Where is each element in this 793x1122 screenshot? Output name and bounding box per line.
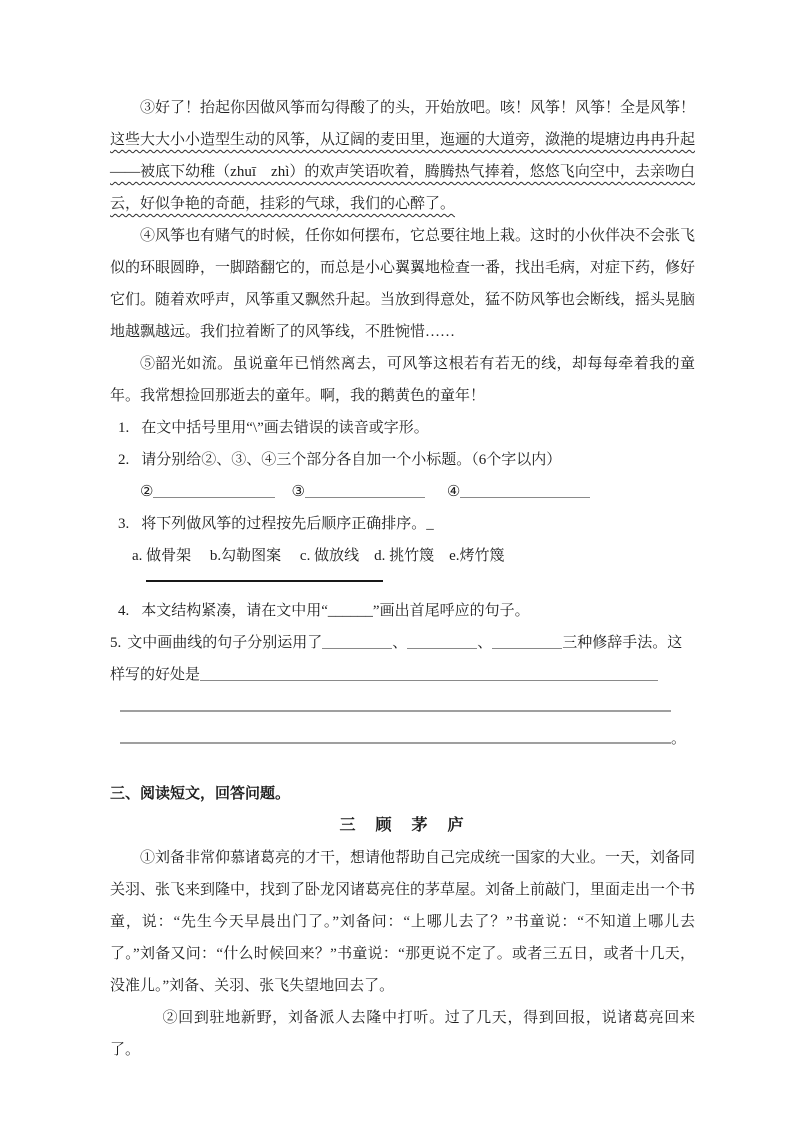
question-2-text: 请分别给②、③、④三个部分各自加一个小标题。（6个字以内） (141, 452, 562, 468)
question-5-separator-1: 、 (392, 635, 408, 651)
answer-line-end-period: 。 (671, 731, 687, 747)
question-3-answer-line (146, 572, 383, 582)
subtitle-answer-blanks (110, 476, 695, 508)
question-3-number: 3. (118, 516, 130, 532)
passage1-paragraph-4: ④风筝也有赌气的时候，任你如何摆布，它总要往地上栽。这时的小伙伴决不会张飞似的环眼圆睁，一脚踏翻它的，而总是小心翼翼地检查一番，找出毛病，对症下药，修好它们。随着欢呼声，风筝重又飘然升起。当放到得意处，猛不防风筝也会断线，摇头晃脑地越飘越远。我们拉着断了的风筝线，不胜惋惜…… (110, 228, 696, 340)
passage2-title: 三 顾 茅 庐 (339, 817, 466, 834)
question-3-trailing-underscore: _ (426, 516, 434, 532)
blank-group-4 (447, 484, 590, 500)
question-5-long-blank (200, 665, 658, 681)
question-5-line2-text: 样写的好处是 (110, 667, 201, 683)
question-3 (110, 508, 695, 540)
paragraph-3-wavy-underlined-text: 这些大大小小造型生动的风筝，从辽阔的麦田里，迤逦的大道旁，潋滟的堤塘边冉冉升起——被底下幼稚（zhuī zhì）的欢声笑语吹着，腾腾热气捧着，悠悠飞向空中，去亲吻白云，好似争艳的奇葩，挂彩的气球，我们的心醉了。 (110, 132, 696, 212)
worksheet-content (110, 92, 695, 1066)
paragraph-3-normal-text: ③好了！抬起你因做风筝而勾得酸了的头，开始放吧。咳！风筝！风筝！全是风筝！ (140, 100, 696, 116)
question-5-blank-2 (407, 633, 477, 649)
blank-2-answer-line (153, 482, 275, 498)
question-5-blank-1 (322, 633, 392, 649)
question-4-text: 本文结构紧凑，请在文中用“______”画出首尾呼应的句子。 (141, 603, 530, 619)
question-5-line2 (110, 659, 695, 691)
question-5-number: 5. (110, 635, 122, 651)
question-4-number: 4. (118, 603, 130, 619)
answer-rule-line-2 (120, 728, 671, 744)
question-5-blank-3 (492, 633, 562, 649)
question-1-text: 在文中括号里用“\”画去错误的读音或字形。 (141, 420, 429, 436)
answer-rule-line-1 (120, 696, 671, 712)
question-4 (110, 595, 695, 627)
question-3-text: 将下列做风筝的过程按先后顺序正确排序。 (141, 516, 427, 532)
question-5-text-pre: 文中画曲线的句子分别运用了 (127, 635, 323, 651)
blank-4-answer-line (460, 482, 590, 498)
passage1-paragraph-5: ⑤韶光如流。虽说童年已悄然离去，可风筝这根若有若无的线，却每每牵着我的童年。我常想捡回那逝去的童年。啊，我的鹅黄色的童年！ (110, 356, 695, 404)
question-5-line1 (110, 627, 695, 659)
section-3-header: 三、阅读短文，回答问题。 (110, 786, 291, 802)
answer-line-row-1 (110, 691, 695, 723)
question-5-separator-2: 、 (477, 635, 493, 651)
blank-group-3 (291, 484, 424, 500)
question-5-text-post: 三种修辞手法。这 (562, 635, 683, 651)
blank-group-2 (140, 484, 275, 500)
question-3-options: a. 做骨架 b.勾勒图案 c. 做放线 d. 挑竹篾 e.烤竹篾 (132, 548, 505, 564)
question-1 (110, 412, 695, 444)
blank-3-answer-line (305, 482, 425, 498)
answer-line-row-2 (110, 723, 695, 755)
passage1-paragraph-3 (110, 92, 695, 220)
question-2 (110, 444, 695, 476)
passage2-paragraph-2: ②回到驻地新野，刘备派人去隆中打听。过了几天，得到回报，说诸葛亮回来了。 (110, 1010, 695, 1058)
blank-4-label: ④ (446, 484, 461, 500)
blank-2-label: ② (140, 484, 154, 500)
passage2-paragraph-1: ①刘备非常仰慕诸葛亮的才干，想请他帮助自己完成统一国家的大业。一天，刘备同关羽、张飞来到隆中，找到了卧龙冈诸葛亮住的茅草屋。刘备上前敲门，里面走出一个书童，说：“先生今天早晨出门了。”刘备问：“上哪儿去了？”书童说：“不知道上哪儿去了。”刘备又问：“什么时候回来？”书童说：“那更说不定了。或者三五日，或者十几天，没准儿。”刘备、关羽、张飞失望地回去了。 (110, 850, 696, 994)
question-2-number: 2. (118, 452, 130, 468)
question-1-number: 1. (118, 420, 130, 436)
blank-3-label: ③ (291, 484, 305, 500)
